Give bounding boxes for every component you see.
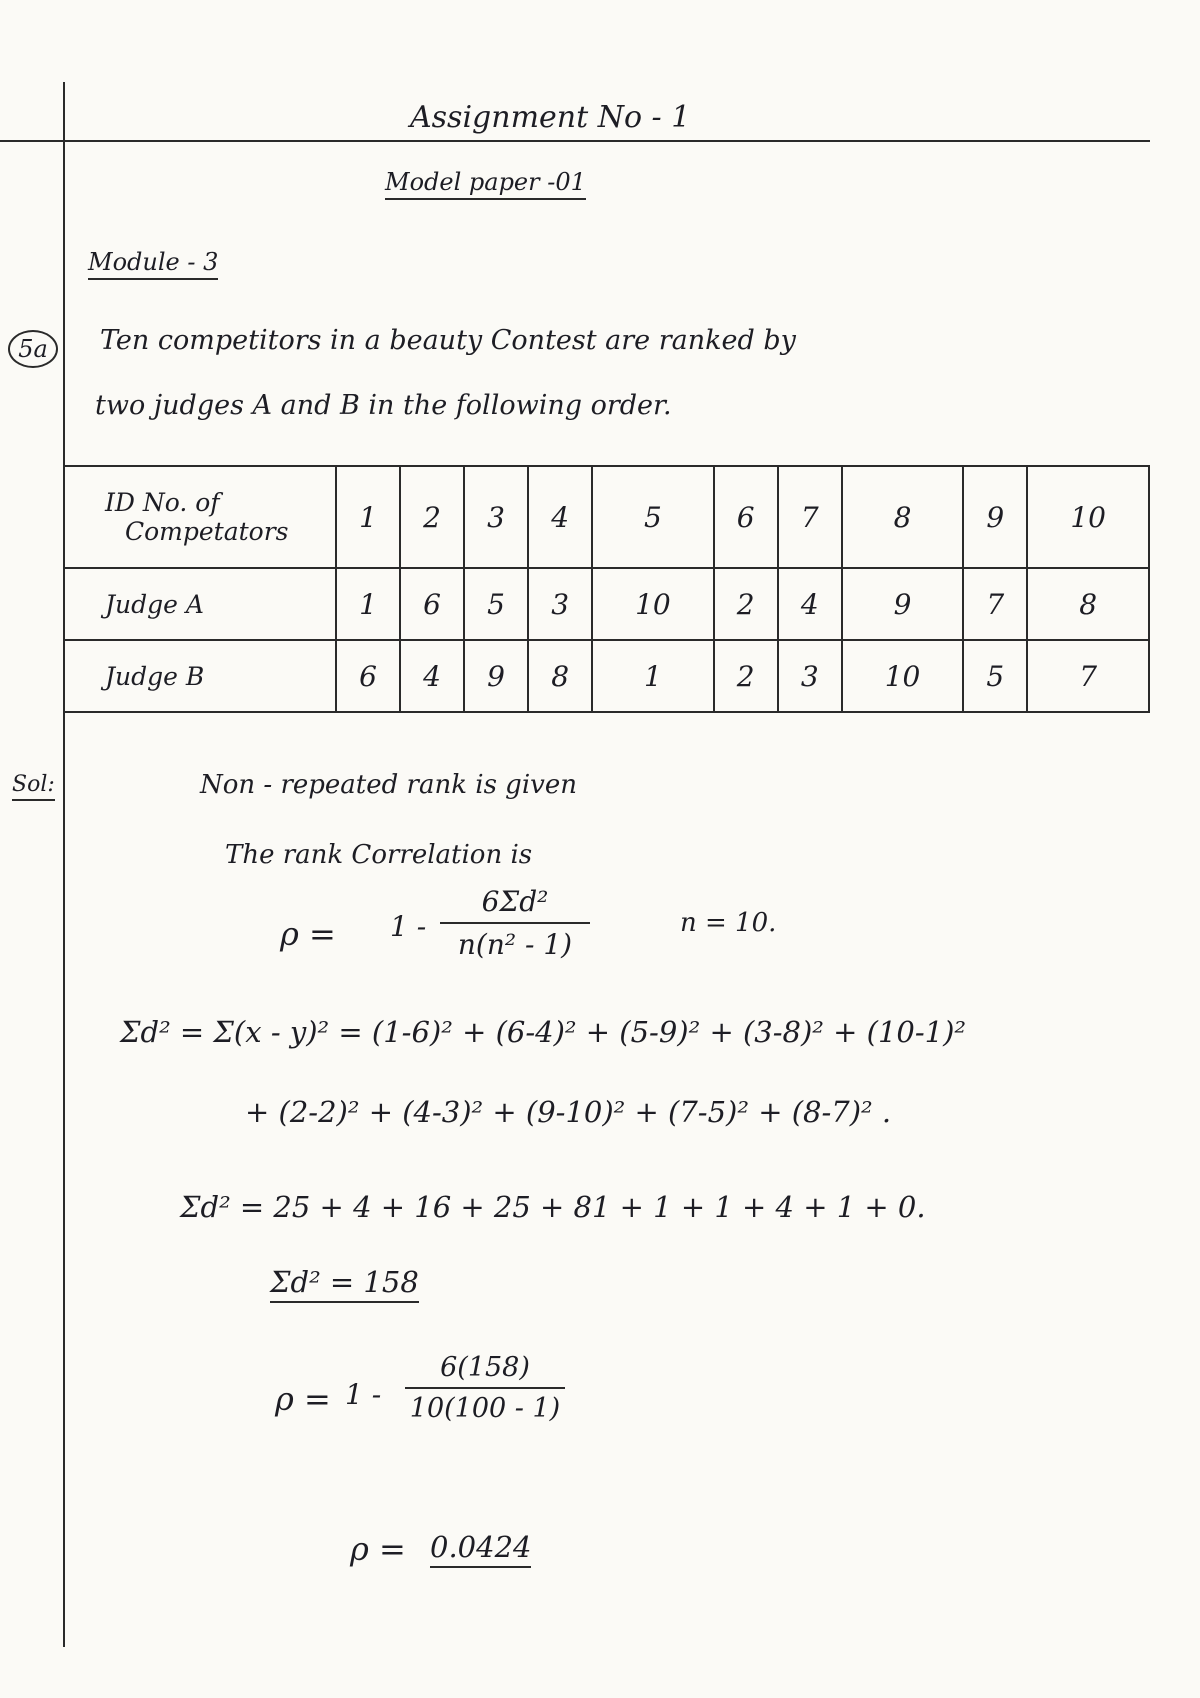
judge-b-cell: 1 [592, 640, 714, 712]
judge-a-cell: 6 [400, 568, 464, 640]
judge-a-cell: 1 [336, 568, 400, 640]
judge-a-cell: 3 [528, 568, 592, 640]
id-cell: 4 [528, 466, 592, 568]
question-number: 5a [8, 330, 58, 368]
sum-line-1: Σd² = Σ(x - y)² = (1-6)² + (6-4)² + (5-9)² + (3-8)² + (10-1)² [120, 1015, 967, 1049]
formula-numerator: 6Σd² [481, 885, 549, 918]
rho-symbol: ρ = [280, 915, 336, 953]
table-row-judge-b [64, 640, 1149, 712]
question-line-1: Ten competitors in a beauty Contest are ranked by [100, 325, 796, 356]
fraction-bar [440, 922, 590, 924]
row-label-ids-line1: ID No. of [105, 488, 220, 517]
ranking-table [63, 465, 1150, 713]
id-cell: 9 [963, 466, 1027, 568]
judge-b-cell: 2 [714, 640, 778, 712]
formula-denominator: n(n² - 1) [457, 928, 573, 961]
assignment-title: Assignment No - 1 [410, 100, 691, 135]
id-cell: 5 [592, 466, 714, 568]
calc-one-minus: 1 - [345, 1378, 382, 1411]
calc-denominator: 10(100 - 1) [409, 1393, 561, 1424]
judge-a-cell: 5 [464, 568, 528, 640]
calc-numerator: 6(158) [440, 1352, 530, 1383]
solution-line-2: The rank Correlation is [225, 840, 533, 870]
id-cell: 10 [1027, 466, 1149, 568]
id-cell: 3 [464, 466, 528, 568]
id-cell: 1 [336, 466, 400, 568]
sum-result: Σd² = 158 [270, 1265, 419, 1303]
solution-line-1: Non - repeated rank is given [200, 770, 577, 800]
judge-b-cell: 5 [963, 640, 1027, 712]
id-cell: 8 [842, 466, 964, 568]
judge-a-cell: 4 [778, 568, 842, 640]
id-cell: 7 [778, 466, 842, 568]
sum-line-3: Σd² = 25 + 4 + 16 + 25 + 81 + 1 + 1 + 4 + 1 + 0. [180, 1190, 926, 1224]
row-label-ids [64, 466, 336, 568]
spearman-formula-fraction [440, 885, 590, 961]
final-answer: 0.0424 [430, 1530, 531, 1568]
judge-b-cell: 8 [528, 640, 592, 712]
judge-b-cell: 7 [1027, 640, 1149, 712]
judge-a-cell: 9 [842, 568, 964, 640]
row-label-judge-b: Judge B [64, 640, 336, 712]
module-label: Module - 3 [88, 248, 218, 280]
formula-one-minus: 1 - [390, 910, 427, 943]
judge-b-cell: 6 [336, 640, 400, 712]
table-row-ids [64, 466, 1149, 568]
model-paper-label: Model paper -01 [385, 168, 586, 200]
rho-symbol-final: ρ = [350, 1530, 406, 1568]
rho-symbol-calc: ρ = [275, 1380, 331, 1418]
row-label-ids-line2: Competators [125, 517, 289, 546]
judge-b-cell: 4 [400, 640, 464, 712]
solution-label: Sol: [12, 772, 55, 801]
id-cell: 2 [400, 466, 464, 568]
judge-a-cell: 10 [592, 568, 714, 640]
judge-b-cell: 10 [842, 640, 964, 712]
question-line-2: two judges A and B in the following order. [95, 390, 672, 421]
n-value: n = 10. [680, 908, 777, 938]
margin-line [63, 82, 65, 1647]
sum-line-2: + (2-2)² + (4-3)² + (9-10)² + (7-5)² + (8-7)² . [245, 1095, 892, 1129]
judge-b-cell: 9 [464, 640, 528, 712]
id-cell: 6 [714, 466, 778, 568]
judge-a-cell: 7 [963, 568, 1027, 640]
header-rule [0, 140, 1150, 142]
calc-fraction [405, 1352, 565, 1424]
calc-fraction-bar [405, 1387, 565, 1389]
row-label-judge-a: Judge A [64, 568, 336, 640]
judge-a-cell: 2 [714, 568, 778, 640]
table-row-judge-a [64, 568, 1149, 640]
judge-b-cell: 3 [778, 640, 842, 712]
judge-a-cell: 8 [1027, 568, 1149, 640]
